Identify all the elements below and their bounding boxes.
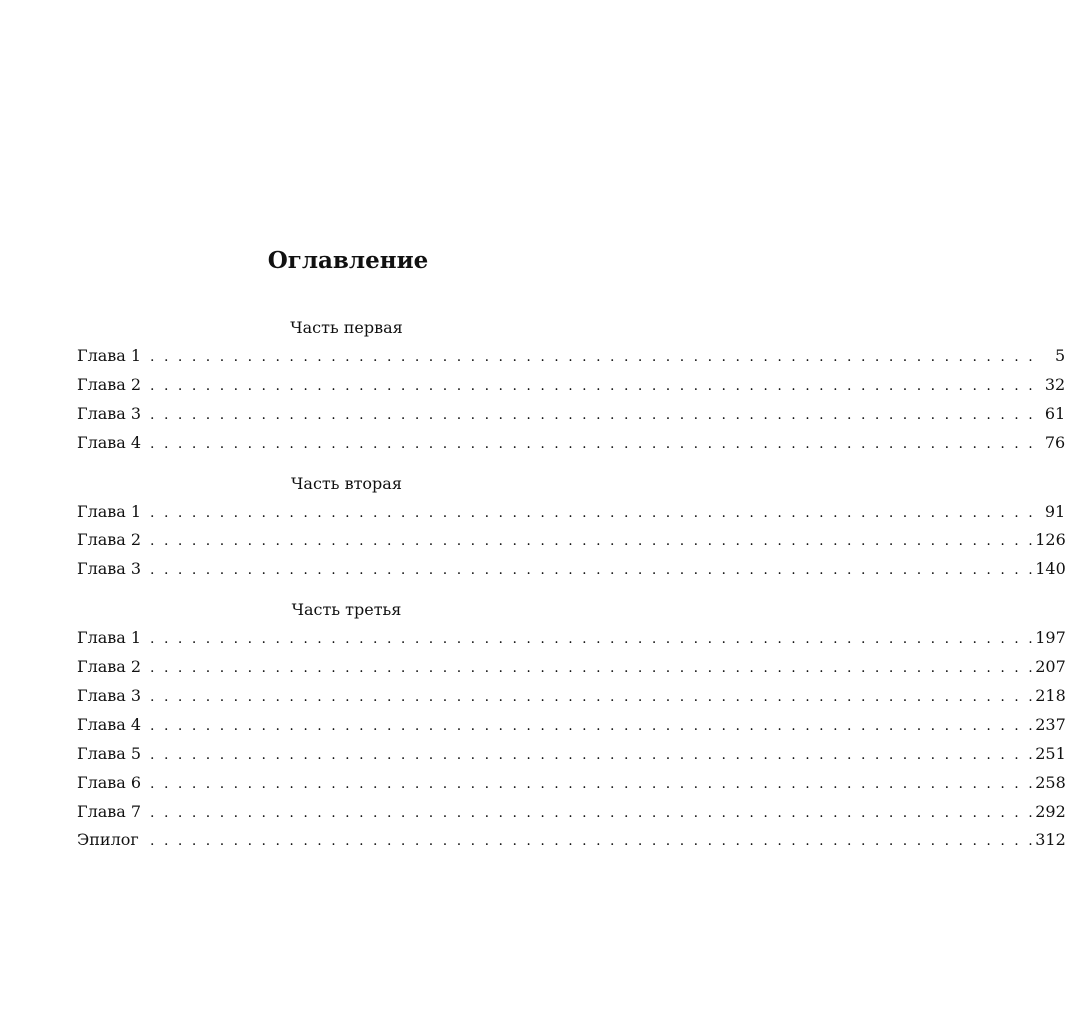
dot-leader: . . . . . . . . . . . . . . . . . . . . . . . . . . . . . . . . . . . . . . . . . . . . . . . . . . . . . . . . . . . . . . . . [150,631,1036,648]
toc-entry-label: Эпилог [77,830,139,850]
toc-entry-label: Глава 1 [77,628,142,648]
toc-entry-page-number: 218 [1035,686,1066,706]
toc-entry-label: Глава 3 [77,559,142,579]
toc-entry[interactable] [77,498,1066,527]
toc-entry-page-number: 292 [1035,801,1066,821]
toc-entry-label: Глава 2 [77,374,142,394]
toc-entry-label: Глава 6 [77,772,142,792]
table-of-contents [77,314,1066,855]
toc-entry[interactable] [77,555,1066,584]
toc-entry-page-number: 5 [1055,346,1066,365]
toc-entry-label: Глава 1 [77,346,142,365]
toc-entry-page-number: 126 [1035,530,1066,550]
toc-entry-label: Глава 2 [77,530,142,550]
toc-part [77,314,1066,458]
toc-entry-page-number: 237 [1035,714,1066,734]
toc-entry-label: Глава 5 [77,743,142,763]
toc-entry-page-number: 32 [1044,374,1066,394]
toc-entry-label: Глава 4 [77,432,142,452]
toc-entry[interactable] [77,769,1066,798]
toc-entry[interactable] [77,371,1066,400]
toc-entry-label: Глава 2 [77,657,142,677]
toc-entry[interactable] [77,798,1066,827]
toc-entry[interactable] [77,429,1066,458]
toc-entry-label: Глава 4 [77,714,142,734]
toc-entry[interactable] [77,711,1066,740]
dot-leader: . . . . . . . . . . . . . . . . . . . . . . . . . . . . . . . . . . . . . . . . . . . . . . . . . . . . . . . . . . . . . . . . [150,833,1036,850]
dot-leader: . . . . . . . . . . . . . . . . . . . . . . . . . . . . . . . . . . . . . . . . . . . . . . . . . . . . . . . . . . . . . . . . [150,504,1036,521]
dot-leader: . . . . . . . . . . . . . . . . . . . . . . . . . . . . . . . . . . . . . . . . . . . . . . . . . . . . . . . . . . . . . . . . [150,533,1036,550]
toc-entry-page-number: 140 [1035,559,1066,579]
dot-leader: . . . . . . . . . . . . . . . . . . . . . . . . . . . . . . . . . . . . . . . . . . . . . . . . . . . . . . . . . . . . . . . . [150,775,1036,792]
toc-entry[interactable] [77,682,1066,711]
toc-entry-page-number: 61 [1044,403,1066,423]
toc-part [77,470,1066,585]
toc-entry[interactable] [77,342,1066,371]
dot-leader: . . . . . . . . . . . . . . . . . . . . . . . . . . . . . . . . . . . . . . . . . . . . . . . . . . . . . . . . . . . . . . . . [150,349,1036,365]
toc-entry-page-number: 76 [1044,432,1066,452]
dot-leader: . . . . . . . . . . . . . . . . . . . . . . . . . . . . . . . . . . . . . . . . . . . . . . . . . . . . . . . . . . . . . . . . [150,717,1036,734]
toc-part [77,596,1066,855]
toc-entry-page-number: 197 [1035,628,1066,648]
dot-leader: . . . . . . . . . . . . . . . . . . . . . . . . . . . . . . . . . . . . . . . . . . . . . . . . . . . . . . . . . . . . . . . . [150,377,1036,394]
dot-leader: . . . . . . . . . . . . . . . . . . . . . . . . . . . . . . . . . . . . . . . . . . . . . . . . . . . . . . . . . . . . . . . . [150,746,1036,763]
dot-leader: . . . . . . . . . . . . . . . . . . . . . . . . . . . . . . . . . . . . . . . . . . . . . . . . . . . . . . . . . . . . . . . . [150,804,1036,821]
dot-leader: . . . . . . . . . . . . . . . . . . . . . . . . . . . . . . . . . . . . . . . . . . . . . . . . . . . . . . . . . . . . . . . . [150,660,1036,677]
toc-entry[interactable] [77,624,1066,653]
toc-entry-label: Глава 3 [77,686,142,706]
toc-entry-label: Глава 7 [77,801,142,821]
toc-title: Оглавление [267,247,429,274]
toc-entry-page-number: 91 [1044,501,1066,521]
toc-entry[interactable] [77,740,1066,769]
toc-entry-page-number: 258 [1035,772,1066,792]
toc-entry-label: Глава 3 [77,403,142,423]
dot-leader: . . . . . . . . . . . . . . . . . . . . . . . . . . . . . . . . . . . . . . . . . . . . . . . . . . . . . . . . . . . . . . . . [150,689,1036,706]
dot-leader: . . . . . . . . . . . . . . . . . . . . . . . . . . . . . . . . . . . . . . . . . . . . . . . . . . . . . . . . . . . . . . . . [150,562,1036,579]
toc-entry-page-number: 312 [1035,830,1066,850]
toc-entry[interactable] [77,826,1066,855]
part-heading: Часть вторая [291,473,402,493]
toc-entry-page-number: 251 [1035,743,1066,763]
toc-entry[interactable] [77,400,1066,429]
part-heading: Часть первая [290,318,403,337]
dot-leader: . . . . . . . . . . . . . . . . . . . . . . . . . . . . . . . . . . . . . . . . . . . . . . . . . . . . . . . . . . . . . . . . [150,406,1036,423]
toc-entry[interactable] [77,653,1066,682]
toc-entry-page-number: 207 [1035,657,1066,677]
dot-leader: . . . . . . . . . . . . . . . . . . . . . . . . . . . . . . . . . . . . . . . . . . . . . . . . . . . . . . . . . . . . . . . . [150,435,1036,452]
toc-entry-label: Глава 1 [77,501,142,521]
toc-entry[interactable] [77,526,1066,555]
part-heading: Часть третья [291,600,402,620]
